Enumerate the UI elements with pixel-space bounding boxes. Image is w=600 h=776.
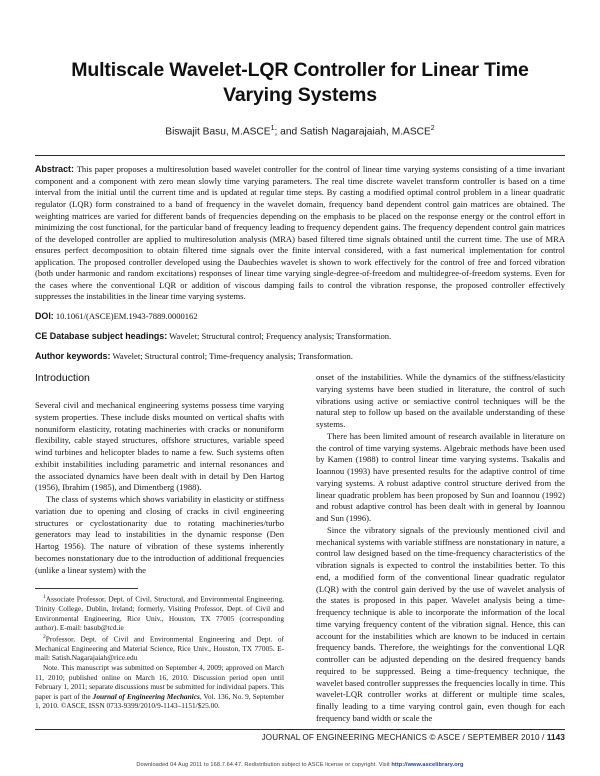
body-column-left [35,372,284,724]
body-paragraph: There has been limited amount of research available in literature on the control of time varying systems. Algebraic methods have been used by Kamen (1988) to control linear time varying systems. Tsakalis and Ioannou (1993) have presented results for the adaptive control of time varying systems. A robust adaptive control structure derived from the linear quadratic problem has been proposed by Sun and Ioannou (1992) and robust adaptive control has been dealt with in general by Ioannou and Sun (1996). [316,430,565,523]
abstract-label: Abstract: [35,164,74,175]
footer-divider [35,729,565,730]
author-keywords-line [35,343,565,363]
page-title: Multiscale Wavelet-LQR Controller for Linear Time Varying Systems [71,59,529,106]
body-column-right [316,372,565,724]
footnote-text: Associate Professor, Dept. of Civil, Structural, and Environmental Engineering, Trinity College, Dublin, Ireland; formerly, Visiting Professor, Dept. of Civil and Environmental Engineering, Rice Univ., Houston, TX 77005 (corresponding author). E-mail: basub@tcd.ie [35,594,284,633]
download-watermark [0,762,600,768]
running-footer [262,733,565,742]
author-1-name: Biswajit Basu, M.ASCE [165,126,271,138]
running-footer-text: JOURNAL OF ENGINEERING MECHANICS © ASCE / SEPTEMBER 2010 / [261,733,547,742]
abstract-paragraph [35,164,565,303]
author-line [35,108,565,137]
author-separator: ; and Satish Nagarajaiah, M.ASCE [274,126,431,138]
abstract-text: This paper proposes a multiresolution based wavelet controller for the control of linear time varying systems consisting of a time invariant component and a component with zero mean slowly time varying parameters. The real time discrete wavelet transform controller is based on a time interval from the initial until the current time and is updated at regular time steps. By casting a modified optimal control problem in a linear quadratic regulator (LQR) form constrained to a band of frequency in the wavelet domain, frequency band dependent control gain matrices are obtained. The weighting matrices are varied for different bands of frequencies depending on the emphasis to be placed on the response energy or the control effort in minimizing the cost functional, for the particular band of frequency leading to frequency dependent gains. The frequency dependent control gain matrices of the developed controller are applied to multiresolution analysis (MRA) based filtered time signals obtained until the current time. The use of MRA ensures perfect decomposition to obtain filtered time signals over the finite interval considered, with a fast numerical implementation for control application. The proposed controller developed using the Daubechies wavelet is shown to work effectively for the control of free and forced vibration (both under harmonic and random excitations) responses of linear time varying single-degree-of-freedom and multidegree-of-freedom systems. Even for the cases where the conventional LQR or addition of viscous damping fails to control the vibration response, the proposed controller effectively suppresses the instabilities in the linear time varying systems. [35,164,565,302]
doi-label: DOI: [35,311,54,322]
abstract-block [35,156,565,363]
doi-line [35,303,565,323]
author-2-footnote-marker: 2 [430,125,435,132]
body-paragraph: Several civil and mechanical engineering systems possess time varying system properties. These include disks mounted on vertical shafts with nonuniform elasticity, rotating machineries with cracks or nonuniform flexibility, cable stayed structures, offshore structures, variable speed wind turbines and helicopter blades to name a few. Such systems often exhibit instabilities including parametric and internal resonances and the associated dynamics have been dealt with in detail by Den Hartog (1956), Ibrahim (1985), and Dimentberg (1988). [35,400,284,493]
footnote-marker: 1 [43,594,46,600]
ascelibrary-link[interactable]: http://www.ascelibrary.org [391,762,464,768]
footnote-item [35,593,284,633]
footnote-text: Professor, Dept. of Civil and Environmental Engineering and Dept. of Mechanical Engineering and Material Science, Rice Univ., Houston, TX 77005. E-mail: Satish.Nagarajaiah@rice.edu [35,634,284,663]
author-keywords-label: Author keywords: [35,351,111,362]
section-heading-introduction: Introduction [35,372,90,384]
ce-subject-headings-value: Wavelet; Structural control; Frequency analysis; Transformation. [169,331,392,342]
author-1-footnote-marker: 1 [270,125,275,132]
footnote-note-post: , Vol. 136, No. 9, September 1, 2010. ©ASCE, ISSN 0733-9399/2010/9-1143–1151/$25.00. [35,691,284,711]
doi-value[interactable]: 10.1061/(ASCE)EM.1943-7889.0000162 [55,311,198,322]
body-paragraph: Since the vibratory signals of the previously mentioned civil and mechanical systems with variable stiffness are nonstationary in nature, a control law designed based on the time-frequency characteristics of the vibration signals is expected to control the instabilities better. To this end, a modified form of the conventional linear quadratic regulator (LQR) with the control gain derived by the use of wavelet analysis of the states is proposed in this paper. Wavelet analysis being a time-frequency technique is able to incorporate the information of the local time varying frequency content of the vibration signal. Hence, this can account for the instabilities which are known to be induced in certain frequency bands. Therefore, the weightings for the conventional LQR controller can be adjusted depending on the desired frequency bands required to be suppressed. Being a time-frequency technique, the wavelet based controller suppresses the frequencies locally in time. This wavelet-LQR controller works at different or multiple time scales, finally leading to a time varying control gain, even though for each frequency band width or scale the [316,524,565,723]
footnote-publication-note [35,663,284,711]
page-number: 1143 [546,733,565,742]
body-paragraph: onset of the instabilities. While the dynamics of the stiffness/elasticity varying systems have been studied in literature, the control of such vibrations using active or semiactive control techniques will be the natural step to follow up based on the available understanding of these systems. [316,372,565,429]
body-paragraph: The class of systems which shows variability in elasticity or stiffness variation due to opening and closing of cracks in civil engineering structures or cyclostationarity due to rotating machineries/turbo generators may lead to instabilities in the dynamic response (Den Hartog 1956). The nature of vibration of these systems inherently becomes nonstationary due to the introduction of additional frequencies (unlike a linear system) with the [35,494,284,575]
footnotes-block [35,588,284,711]
author-keywords-value: Wavelet; Structural control; Time-frequency analysis; Transformation. [112,351,353,362]
watermark-text: Downloaded 04 Aug 2011 to 168.7.64.47. Redistribution subject to ASCE license or copyright. Visit [136,762,392,768]
footnote-note-pre: Note. This manuscript was submitted on September 4, 2009; approved on March 11, 2010; published online on March 16, 2010. Discussion period open until February 1, 2011; separate discussions must be submitted for individual papers. This paper is part of the [35,663,284,701]
footnote-divider [35,588,138,589]
footnote-journal-name: Journal of Engineering Mechanics [92,691,200,701]
ce-subject-headings-label: CE Database subject headings: [35,331,168,342]
footnote-marker: 2 [43,633,46,640]
footnote-item [35,633,284,663]
ce-subject-headings-line [35,323,565,343]
body-columns [35,372,565,724]
